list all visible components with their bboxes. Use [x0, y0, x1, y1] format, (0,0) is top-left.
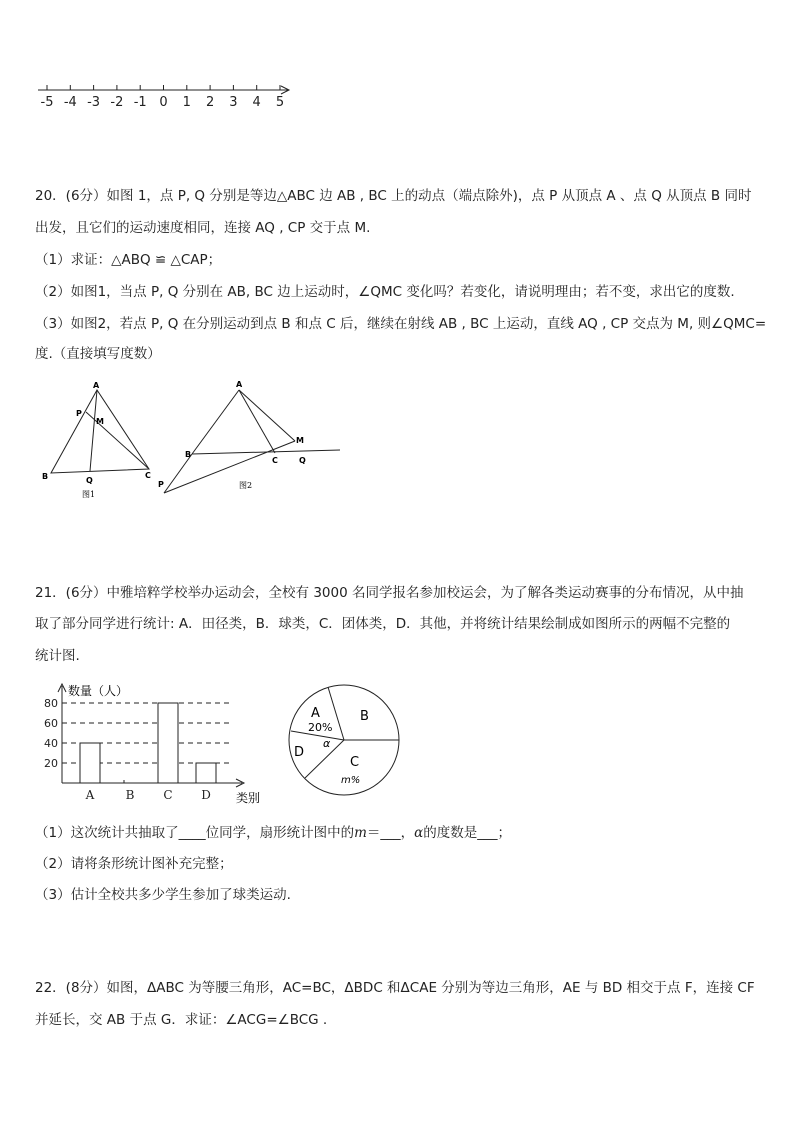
bar-chart-ytick-label: 20: [44, 757, 58, 770]
q20-line-1: 20．(6分）如图 1，点 P, Q 分别是等边△ABC 边 AB , BC 上的动点（端点除外)，点 P 从顶点 A 、点 Q 从顶点 B 同时: [35, 188, 752, 204]
q21-line-2: 取了部分同学进行统计: A．田径类，B．球类，C．团体类，D．其他，并将统计结果绘制成如图所示的两幅不完整的: [35, 616, 731, 632]
fig2-label-m: M: [296, 436, 304, 445]
pie-label-c: C: [350, 755, 360, 770]
fig1-label-q: Q: [86, 476, 93, 485]
fig2-label-q: Q: [299, 456, 306, 465]
q21-sub3: （3）估计全校共多少学生参加了球类运动.: [35, 887, 291, 903]
fig2-caption: 图2: [239, 481, 253, 490]
figure-1-lines: [51, 390, 149, 473]
fig1-label-b: B: [42, 472, 49, 481]
q21-sub1-part-3: 的度数是___；: [423, 825, 512, 841]
q21-sub1-part-1: （1）这次统计共抽取了____位同学，扇形统计图中的: [35, 825, 355, 841]
q20-sub1: （1）求证：△ABQ ≌ △CAP；: [35, 252, 222, 268]
bar-chart-ytick-label: 80: [44, 697, 58, 710]
pie-percent-a: 20%: [308, 721, 333, 734]
number-line-label: 2: [205, 95, 215, 110]
q20-line-2: 出发，且它们的运动速度相同，连接 AQ , CP 交于点 M.: [35, 220, 371, 236]
q21-sub1: [35, 824, 511, 842]
figure-2-lines: [164, 390, 340, 493]
pie-chart: [286, 683, 406, 803]
number-line: [30, 80, 300, 114]
bar-chart-xtick-label: A: [85, 788, 95, 802]
bar-c: [158, 703, 178, 783]
fig2-label-b: B: [185, 450, 192, 459]
pie-label-d: D: [294, 745, 305, 760]
bar-chart-xlabel: 类别: [236, 791, 261, 805]
number-line-label: 0: [159, 95, 168, 110]
number-line-label: 4: [252, 95, 261, 110]
bar-chart-xtick-label: D: [201, 788, 211, 802]
bar-a: [80, 743, 100, 783]
q20-sub3-line1: （3）如图2，若点 P, Q 在分别运动到点 B 和点 C 后，继续在射线 AB , BC 上运动，直线 AQ , CP 交点为 M, 则∠QMC=: [35, 316, 767, 332]
number-line-label: 1: [182, 95, 191, 110]
number-line-label: -1: [133, 95, 147, 110]
pie-angle-alpha: α: [323, 737, 331, 750]
q22-line-2: 并延长，交 AB 于点 G．求证：∠ACG=∠BCG .: [35, 1012, 328, 1028]
fig1-label-a: A: [93, 381, 100, 390]
number-line-label: 5: [275, 95, 285, 110]
number-line-label: -2: [110, 95, 124, 110]
bar-chart-ytick-label: 60: [44, 717, 58, 730]
q20-sub3-line2: 度.（直接填写度数）: [35, 346, 161, 362]
fig1-label-m: M: [96, 417, 104, 426]
pie-label-b: B: [360, 709, 369, 724]
bar-chart-xtick-label: B: [125, 788, 135, 802]
bar-chart-ylabel: 数量（人）: [68, 684, 129, 698]
fig2-label-p: P: [158, 480, 164, 489]
fig2-label-c: C: [272, 456, 278, 465]
fig1-caption: 图1: [82, 490, 96, 499]
q21-sub1-var-alpha: α: [414, 825, 424, 841]
figure-2: [155, 378, 345, 503]
fig2-label-a: A: [236, 380, 243, 389]
q21-sub2: （2）请将条形统计图补充完整；: [35, 856, 233, 872]
pie-label-a: A: [311, 706, 320, 721]
bar-chart-xtick-label: C: [163, 788, 173, 802]
q21-sub1-var-m: m: [354, 825, 367, 841]
bar-chart: [40, 680, 270, 808]
q21-sub1-part-2: ＝___，: [366, 825, 415, 841]
number-line-label: -5: [40, 95, 54, 110]
figure-1: [38, 378, 168, 503]
pie-percent-c: m%: [341, 775, 361, 786]
q20-sub2: （2）如图1，当点 P, Q 分别在 AB, BC 边上运动时，∠QMC 变化吗？若变化，请说明理由；若不变，求出它的度数.: [35, 284, 735, 300]
number-line-label: -3: [87, 95, 101, 110]
q21-line-1: 21．(6分）中雅培粹学校举办运动会，全校有 3000 名同学报名参加校运会，为了解各类运动赛事的分布情况，从中抽: [35, 585, 744, 601]
bar-d: [196, 763, 216, 783]
q22-line-1: 22．(8分）如图，ΔABC 为等腰三角形，AC=BC，ΔBDC 和ΔCAE 分别为等边三角形，AE 与 BD 相交于点 F，连接 CF: [35, 980, 755, 996]
fig1-label-c: C: [145, 471, 151, 480]
number-line-label: -4: [63, 95, 77, 110]
number-line-label: 3: [229, 95, 238, 110]
fig1-label-p: P: [76, 409, 82, 418]
bar-chart-ytick-label: 40: [44, 737, 58, 750]
q21-line-3: 统计图.: [35, 648, 80, 664]
